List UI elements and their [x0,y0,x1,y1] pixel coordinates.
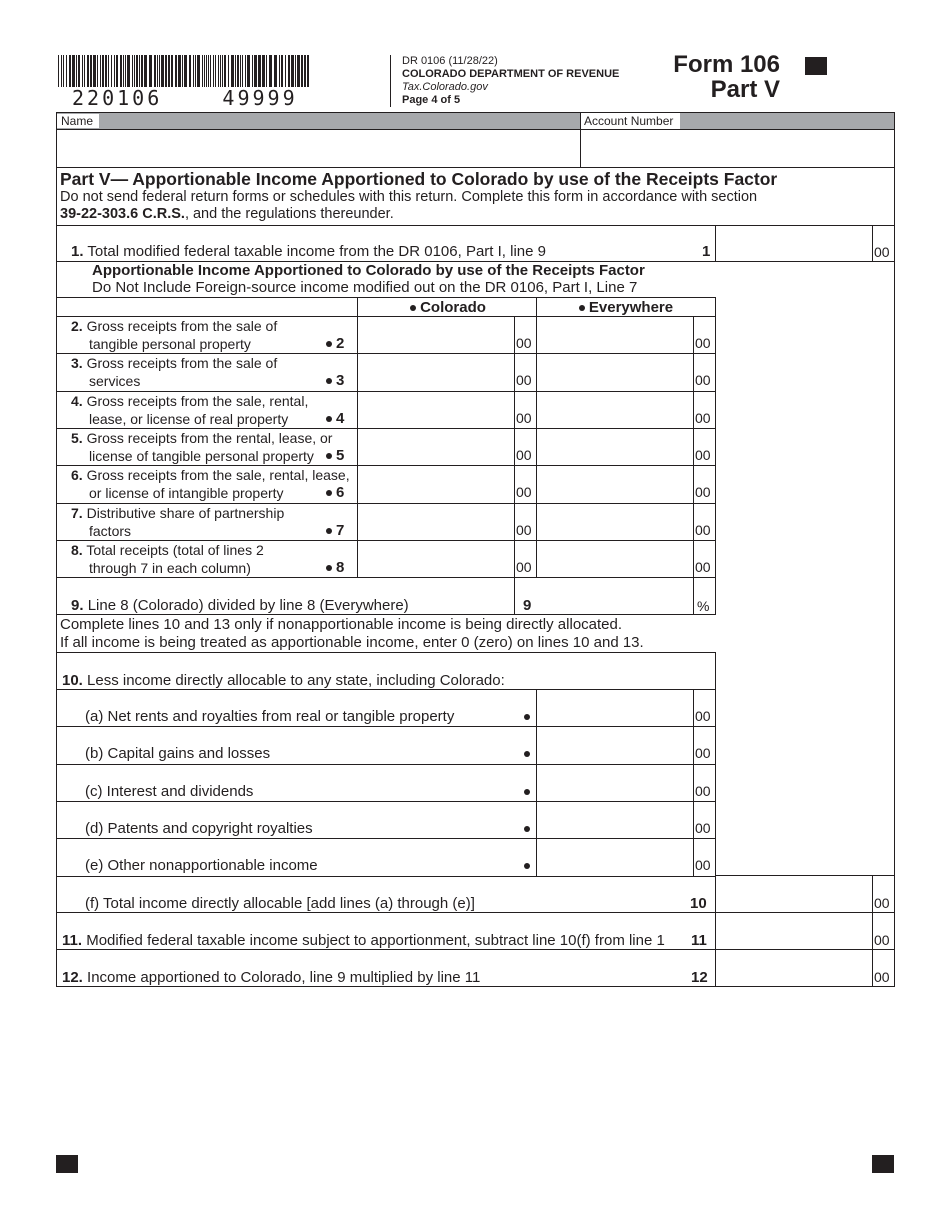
bullet [524,745,534,763]
line-number: 12. [62,969,83,986]
bullet [524,857,534,875]
line-3-colorado-cents: 00 [516,372,532,389]
line-10e-amount-field[interactable] [537,839,693,874]
account-number-label: Account Number [581,114,679,128]
name-label: Name [57,114,99,128]
rule [715,297,716,615]
barcode-bar [171,55,173,87]
barcode-bar [139,55,140,87]
line-10a-amount-field[interactable] [537,690,693,725]
barcode-bar [295,55,296,87]
department-name: COLORADO DEPARTMENT OF REVENUE [402,68,620,80]
line-5-colorado-cents: 00 [516,446,532,463]
line-10b-label: (b) Capital gains and losses [85,745,271,763]
barcode-bar [90,55,92,87]
rule [872,875,873,987]
barcode-bar [175,55,177,87]
line-number: 11. [62,932,83,949]
line-5-everywhere-field[interactable] [537,429,693,464]
barcode-bar [58,55,59,87]
barcode-bar [132,55,133,87]
barcode-bar [235,55,236,87]
section-subheading: Do Not Include Foreign-source income modified out on the DR 0106, Part I, Line 7 [92,279,638,296]
line-3-everywhere-cents: 00 [695,372,711,389]
account-label-bar [680,113,894,129]
barcode-bar [304,55,306,87]
line-text: Total modified federal taxable income from the DR 0106, Part I, line 9 [87,243,546,260]
line-11-label [62,932,665,950]
barcode-bar [208,55,209,87]
barcode-bar [206,55,207,87]
barcode-bar [297,55,300,87]
barcode-bar [76,55,77,87]
line-9-ref: 9 [523,597,532,614]
barcode-bar [127,55,130,87]
barcode-bar [134,55,135,87]
line-10f-amount-field[interactable] [716,876,872,912]
line-4-label-cont: lease, or license of real property [89,410,289,427]
note-line-1: Complete lines 10 and 13 only if nonapportionable income is being directly allocated. [60,616,623,633]
line-text: Less income directly allocable to any state, including Colorado: [87,672,505,689]
line-6-label [71,466,350,484]
corner-mark-bottom-left [56,1155,78,1173]
line-text: Gross receipts from the sale of [86,355,278,372]
line-10c-label: (c) Interest and dividends [85,782,254,800]
line-3-colorado-field[interactable] [358,354,514,389]
line-number: 6. [71,467,83,484]
line-9-percent-field[interactable] [537,579,693,614]
barcode-bar [301,55,303,87]
line-text: Gross receipts from the sale of [86,318,278,334]
barcode-bar [210,55,211,87]
line-4-ref: 4 [326,410,344,428]
column-header-colorado: Colorado [360,299,536,317]
line-text: Gross receipts from the sale, rental, lease, [86,467,350,484]
line-10f-cents: 00 [874,895,890,911]
line-2-everywhere-field[interactable] [537,317,693,352]
barcode-bar [69,55,71,87]
name-field[interactable] [57,130,580,166]
form-title-line-1: Form 106 [673,51,780,78]
line-8-colorado-cents: 00 [516,558,532,575]
barcode-bar [149,55,152,87]
statute-reference: 39-22-303.6 C.R.S. [60,206,185,222]
line-1-amount-field[interactable] [716,226,872,261]
barcode-bar [97,55,98,87]
line-2-colorado-field[interactable] [358,317,514,352]
barcode-bar [197,55,200,87]
line-5-label [71,429,332,447]
line-6-colorado-field[interactable] [358,466,514,501]
line-10d-amount-field[interactable] [537,802,693,837]
form-title [640,52,780,102]
rule [56,876,715,877]
line-10b-amount-field[interactable] [537,727,693,762]
part-v-instruction-1: Do not send federal return forms or schedules with this return. Complete this form in accordance with section [60,189,758,205]
barcode-bar [266,55,267,87]
barcode-bar [78,55,80,87]
line-number: 3. [71,355,83,372]
line-text: Distributive share of partnership [86,504,285,521]
line-11-cents: 00 [874,932,890,948]
corner-mark-bottom-right [872,1155,894,1173]
barcode [58,55,310,87]
line-6-everywhere-field[interactable] [537,466,693,501]
rule [56,297,715,298]
line-9-label [71,597,409,615]
line-number: 7. [71,504,83,521]
barcode-bar [144,55,147,87]
line-12-label [62,969,480,987]
line-10e-cents: 00 [695,857,711,874]
column-header-everywhere: Everywhere [538,299,714,317]
line-8-ref: 8 [326,559,344,577]
barcode-bar [213,55,214,87]
barcode-bar [63,55,64,87]
line-number: 8. [71,541,83,558]
bullet [524,820,534,838]
barcode-bar [141,55,143,87]
part-v-title: Part V— Apportionable Income Apportioned to Colorado by use of the Receipts Factor [60,169,778,189]
line-text: Income apportioned to Colorado, line 9 multiplied by line 11 [87,969,481,986]
header-divider [390,55,391,107]
barcode-bar [218,55,219,87]
barcode-bar [93,55,96,87]
barcode-bar [237,55,239,87]
line-3-label-cont: services [89,373,141,390]
barcode-bar [228,55,229,87]
form-id: DR 0106 (11/28/22) [402,55,498,67]
barcode-bar [279,55,280,87]
barcode-bar [116,55,118,87]
barcode-bar [87,55,89,87]
section-heading: Apportionable Income Apportioned to Colorado by use of the Receipts Factor [92,262,645,279]
name-label-bar [56,113,580,129]
account-number-field[interactable] [581,130,893,166]
line-10b-cents: 00 [695,745,711,762]
barcode-bar [224,55,226,87]
barcode-bar [240,55,241,87]
line-5-everywhere-cents: 00 [695,446,711,463]
line-5-label-cont: license of tangible personal property [89,447,314,464]
line-6-ref: 6 [326,484,344,502]
barcode-bar [193,55,194,87]
line-2-label [71,317,277,335]
barcode-bar [307,55,309,87]
rule [56,129,895,130]
line-10c-cents: 00 [695,782,711,799]
line-7-label [71,504,284,522]
line-12-amount-field[interactable] [716,950,872,986]
frame-top [56,112,895,113]
rule [872,225,873,262]
line-2-colorado-cents: 00 [516,335,532,351]
barcode-bar [281,55,283,87]
barcode-bar [242,55,243,87]
line-text: Line 8 (Colorado) divided by line 8 (Everywhere) [87,597,409,614]
rule [580,112,581,167]
line-number: 1. [71,243,84,260]
line-4-colorado-cents: 00 [516,409,532,426]
barcode-bar [120,55,122,87]
barcode-bar [202,55,203,87]
form-title-line-2: Part V [710,76,780,103]
barcode-bar [252,55,253,87]
barcode-bar [165,55,167,87]
barcode-bar [82,55,83,87]
barcode-bar [168,55,170,87]
line-10-ref: 10 [690,895,707,912]
line-10-label [62,672,505,690]
barcode-bar [215,55,216,87]
line-9-percent: % [697,598,710,614]
line-1-ref: 1 [702,243,711,260]
line-1-label [71,243,546,261]
frame-left [56,112,57,987]
barcode-bar [161,55,164,87]
line-5-colorado-field[interactable] [358,429,514,464]
barcode-bar [204,55,205,87]
line-number: 5. [71,429,83,446]
barcode-bar [254,55,257,87]
line-12-ref: 12 [691,969,708,986]
barcode-bar [184,55,187,87]
rule [56,652,715,653]
barcode-bar [157,55,158,87]
line-1-cents: 00 [874,244,890,260]
line-7-ref: 7 [326,522,344,540]
barcode-bar [123,55,124,87]
rule [56,167,895,168]
barcode-bar [72,55,75,87]
barcode-bar [125,55,126,87]
form-header-info [402,55,619,107]
line-10a-cents: 00 [695,708,711,724]
barcode-bar [178,55,181,87]
barcode-bar [159,55,160,87]
line-2-ref: 2 [326,335,344,353]
line-8-everywhere-cents: 00 [695,558,711,575]
barcode-bar [220,55,221,87]
line-4-label [71,392,308,410]
line-number: 10. [62,672,83,689]
line-4-everywhere-cents: 00 [695,409,711,426]
frame-right [894,112,895,987]
line-10a-label: (a) Net rents and royalties from real or tangible property [85,708,455,725]
line-4-colorado-field[interactable] [358,392,514,427]
line-number: 2. [71,318,83,334]
barcode-bar [291,55,294,87]
line-text: Total receipts (total of lines 2 [86,541,264,558]
line-number: 4. [71,392,83,409]
line-2-label-cont: tangible personal property [89,336,251,352]
line-text: Gross receipts from the rental, lease, or [86,429,333,446]
page-number: Page 4 of 5 [402,94,461,106]
barcode-bar [105,55,107,87]
barcode-bar [247,55,250,87]
barcode-bar [262,55,265,87]
bullet [524,783,534,801]
barcode-bar [111,55,112,87]
barcode-bar [269,55,272,87]
line-6-colorado-cents: 00 [516,484,532,501]
line-2-everywhere-cents: 00 [695,335,711,351]
barcode-bar [288,55,290,87]
line-8-everywhere-field[interactable] [537,541,693,576]
barcode-bar [108,55,109,87]
line-text: Modified federal taxable income subject to apportionment, subtract line 10(f) from line 1 [86,932,665,949]
instruction-text: , and the regulations thereunder. [184,206,394,222]
line-7-label-cont: factors [89,522,132,539]
line-8-label [71,541,264,559]
line-10d-label: (d) Patents and copyright royalties [85,819,313,837]
line-7-colorado-cents: 00 [516,521,532,538]
line-8-colorado-field[interactable] [358,541,514,576]
corner-mark-top [805,57,827,75]
line-6-everywhere-cents: 00 [695,484,711,501]
barcode-bar [274,55,277,87]
barcode-bar [114,55,115,87]
bullet [524,708,534,726]
line-7-colorado-field[interactable] [358,504,514,539]
line-10f-label: (f) Total income directly allocable [add lines (a) through (e)] [85,895,475,912]
part-v-instruction-2 [60,205,394,223]
line-12-cents: 00 [874,969,890,985]
barcode-bar [182,55,183,87]
rule [56,614,715,615]
rule [693,689,694,876]
line-10d-cents: 00 [695,819,711,836]
website: Tax.Colorado.gov [402,81,488,93]
barcode-bar [100,55,101,87]
note-line-2: If all income is being treated as apportionable income, enter 0 (zero) on lines 10 and 13. [60,634,644,651]
rule [56,577,715,578]
barcode-bar [136,55,138,87]
line-10c-amount-field[interactable] [537,765,693,800]
line-10e-label: (e) Other nonapportionable income [85,857,318,875]
barcode-bar [222,55,223,87]
line-4-everywhere-field[interactable] [537,392,693,427]
line-5-ref: 5 [326,447,344,465]
barcode-bar [61,55,62,87]
line-3-ref: 3 [326,372,344,390]
barcode-bar [66,55,67,87]
line-3-label [71,354,277,372]
barcode-number: 220106 49999 [72,86,298,110]
rule [715,652,716,876]
line-7-everywhere-field[interactable] [537,504,693,539]
line-text: Gross receipts from the sale, rental, [86,392,309,409]
barcode-bar [189,55,191,87]
line-3-everywhere-field[interactable] [537,354,693,389]
barcode-bar [84,55,85,87]
line-7-everywhere-cents: 00 [695,521,711,538]
line-11-amount-field[interactable] [716,913,872,949]
barcode-bar [195,55,196,87]
line-8-label-cont: through 7 in each column) [89,559,251,576]
barcode-bar [258,55,261,87]
barcode-bar [154,55,156,87]
line-11-ref: 11 [691,932,707,949]
barcode-bar [245,55,246,87]
line-6-label-cont: or license of intangible property [89,485,284,502]
barcode-bar [231,55,234,87]
barcode-bar [285,55,286,87]
barcode-bar [102,55,104,87]
line-number: 9. [71,597,84,614]
